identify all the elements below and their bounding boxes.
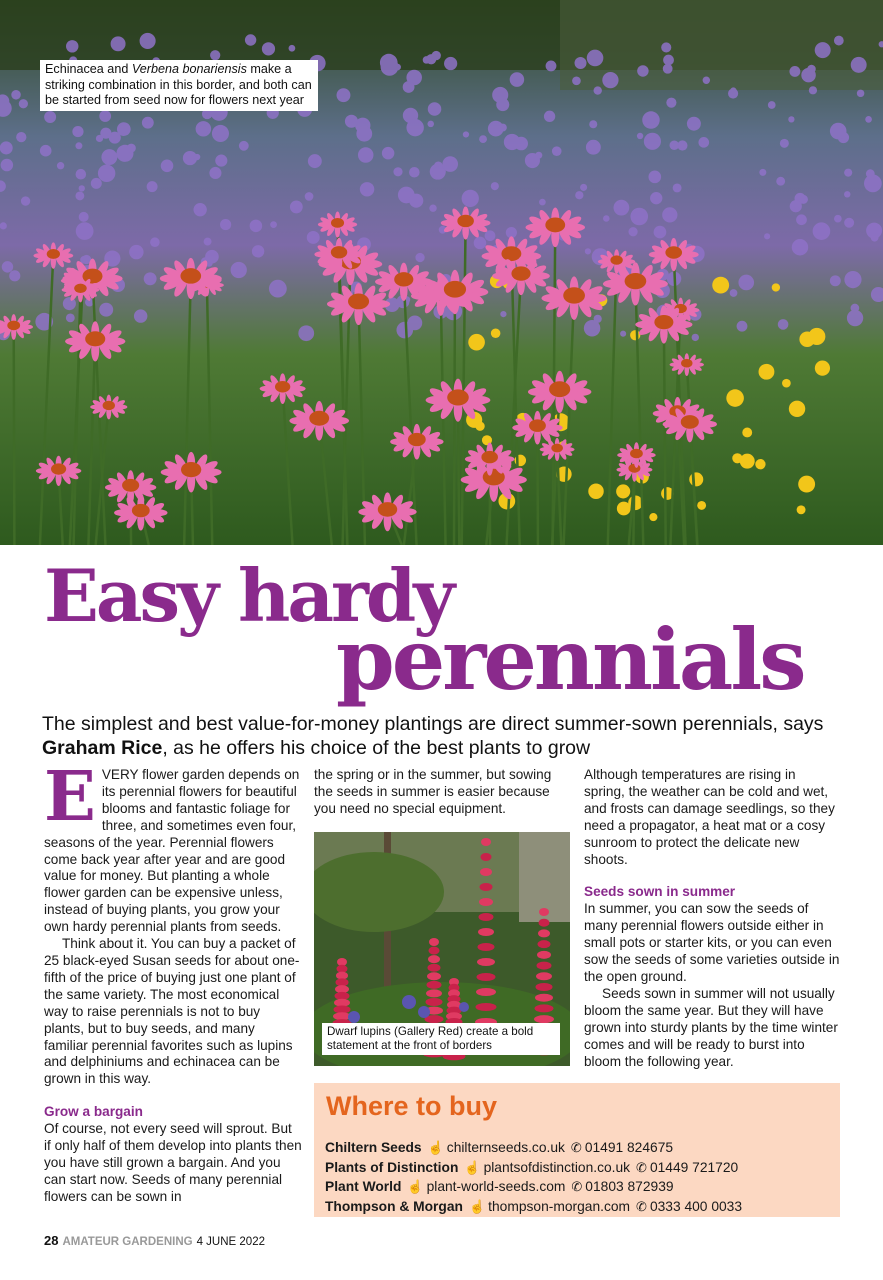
phone-icon: ✆ — [636, 1159, 647, 1175]
phone-icon: ✆ — [636, 1198, 647, 1214]
headline-line-1: Easy hardy — [44, 553, 453, 638]
subhead-grow-a-bargain: Grow a bargain — [44, 1104, 143, 1120]
phone-icon: ✆ — [571, 1179, 583, 1194]
supplier-phone: 01491 824675 — [584, 1140, 674, 1155]
body-column-1 — [44, 757, 302, 1206]
supplier-row — [325, 1158, 742, 1178]
supplier-phone: 0333 400 0033 — [649, 1198, 743, 1214]
body-column-3 — [584, 767, 840, 1070]
headline-line-2: perennials — [336, 610, 804, 709]
body-paragraph-5: In summer, you can sow the seeds of many perennial flowers outside either in small pots or starter kits, or you can even sow the seeds of some varieties outside in the open ground. — [584, 901, 840, 984]
supplier-name: Plant World — [325, 1179, 402, 1194]
body-paragraph-6: Seeds sown in summer will not usually bloom the same year. But they will have grown into sturdy plants by the time winter comes and will be ready to burst into bloom the following year. — [584, 985, 838, 1069]
standfirst: The simplest and best value-for-money plantings are direct summer-sown perennials, says Graham Rice, as he offers his choice of the best plants to grow — [42, 713, 824, 759]
supplier-url[interactable]: chilternseeds.co.uk — [446, 1140, 565, 1155]
supplier-name: Chiltern Seeds — [325, 1140, 422, 1155]
body-paragraph-1: VERY flower garden depends on its perennial flowers for beautiful blooms and fantastic foliage for three, and sometimes even four, seasons of the year. Perennial flowers come back year after year and are good value for money. But planting a whole flower garden can be expensive unless, instead of buying plants, you grow your own hardy perennial plants from seeds. — [44, 767, 300, 935]
lupin-caption: Dwarf lupins (Gallery Red) create a bold statement at the front of borders — [322, 1023, 560, 1055]
supplier-phone: 01449 721720 — [649, 1159, 739, 1175]
pointer-hand-icon: ☝ — [427, 1140, 444, 1155]
dropcap: E — [44, 757, 96, 837]
page-footer — [44, 1233, 265, 1248]
subhead-seeds-sown-in-summer: Seeds sown in summer — [584, 884, 736, 900]
where-to-buy-heading: Where to buy — [326, 1091, 498, 1121]
supplier-url[interactable]: plantsofdistinction.co.uk — [483, 1159, 631, 1175]
page-number: 28 — [44, 1233, 59, 1248]
supplier-row — [325, 1138, 742, 1158]
body-paragraph-3-continued: the spring or in the summer, but sowing the seeds in summer is easier because you need no special equipment. — [314, 767, 552, 816]
issue-date: 4 JUNE 2022 — [196, 1236, 265, 1248]
pointer-hand-icon: ☝ — [468, 1198, 486, 1214]
supplier-url[interactable]: thompson-morgan.com — [488, 1198, 631, 1214]
where-to-buy-box — [314, 1083, 840, 1217]
magazine-name: AMATEUR GARDENING — [62, 1236, 193, 1248]
supplier-list — [325, 1138, 742, 1216]
body-column-2 — [314, 767, 570, 818]
supplier-name: Thompson & Morgan — [325, 1198, 463, 1214]
phone-icon: ✆ — [570, 1140, 582, 1155]
supplier-row — [325, 1197, 742, 1217]
body-paragraph-4: Although temperatures are rising in spring, the weather can be cold and wet, and frosts can damage seedlings, so they need a propagator, a heat mat or a cosy sunroom to protect the delicate new shoots. — [584, 767, 835, 867]
supplier-row — [325, 1177, 742, 1197]
supplier-url[interactable]: plant-world-seeds.com — [426, 1179, 566, 1194]
supplier-phone: 01803 872939 — [585, 1179, 674, 1194]
hero-caption: Echinacea and Verbena bonariensis make a striking combination in this border, and both can be started from seed now for flowers next year — [40, 60, 318, 111]
supplier-name: Plants of Distinction — [325, 1159, 459, 1175]
pointer-hand-icon: ☝ — [407, 1179, 424, 1194]
author-name: Graham Rice — [42, 737, 163, 759]
pointer-hand-icon: ☝ — [464, 1159, 481, 1175]
body-paragraph-3: Of course, not every seed will sprout. But if only half of them develop into plants then you have still grown a bargain. And you can start now. Seeds of many perennial flowers can be sown in — [44, 1121, 302, 1204]
body-paragraph-2: Think about it. You can buy a packet of 25 black-eyed Susan seeds for about one-fifth of the price of buying just one plant of the same variety. The most economical way to raise perennials is not to buy plants, but to buy seeds, and many familiar perennial favorites such as lupins and delphiniums and echinacea can be grown in this way. — [44, 936, 300, 1087]
